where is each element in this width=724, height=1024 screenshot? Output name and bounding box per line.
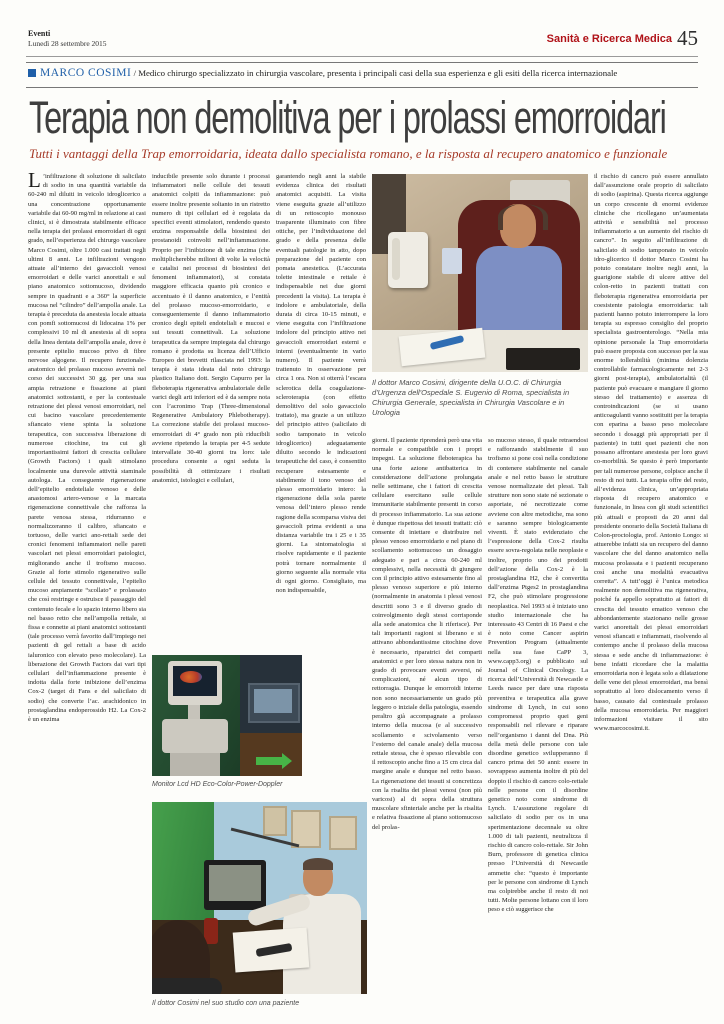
author-name: MARCO COSIMI [40,67,132,79]
deck: Tutti i vantaggi della Trap emorroidaria, ideata dallo specialista romano, e la risposta al recupero anatomico e funzionale [29,146,668,161]
frame-shape [263,806,287,836]
masthead-brand: Sanità e Ricerca Medica [546,33,672,45]
masthead-date: Lunedì 28 settembre 2015 [28,39,107,48]
photo-doctor-desk-caption: Il dottor Marco Cosimi, dirigente della U.O.C. di Chirurgia d'Urgenza dell'Ospedale S. Eugenio di Roma, specialista in Chirurgia Generale, specialista in Chirurgia Vascolare e in Urologia [372,378,570,417]
article-column-3: garantendo negli anni la stabile evidenza clinica dei risultati anatomici acquisiti. La visita viene eseguita grazie all’utilizzo di un rettoscopio monouso trasparente illuminato con fibre ottiche, per l’individuazione del grado e della presenza delle eventuali patologie in atto, dopo preparazione del paziente con pomata anestetica. (L’accurata tolette intestinale e rettale è indispensabile nei due giorni precedenti la visita). La terapia è indolore e ambulatoriale, della durata di circa 10-15 minuti, e viene eseguita con l’infiltrazione indolore del principio attivo nei gavaccioli emorroidari esterni e interni (eventualmente in vario numero). Il paziente verrà trattenuto in osservazione per circa 1 ora. Non si otterrà l’escara sclerotica della coagulazione-scleroterapia (con effetto demolitivo del solo gavacciolo trattato), ma grazie a un utilizzo del principio attivo (salicilato di sodio tamponato in veicolo idroglicerico) adeguatamente diluito secondo le indicazioni terapeutiche del caso, è consentito recuperare estesamente e stabilmente il tono venoso del plesso emorroidario intero: la rigenerazione della sola parete venosa dell’intero plesso rende ragione della scomparsa visiva dei gavaccioli prima evidenti a una distanza variabile tra i 25 e i 35 giorni. La sintomatologia si risolve rapidamente e il paziente potrà tornare normalmente il giorno seguente alla normale vita di ogni giorno. Consigliato, ma non indispensabile, [276,173,366,595]
photo-ultrasound-caption: Monitor Lcd HD Eco-Color-Power-Doppler [152,781,283,788]
article-column-5: so mucoso stesso, il quale retraendosi e rafforzando stabilmente il suo trofismo si pone così nella condizione di contenere stabilmente nel canale anale e nel retto basso le strutture venose normalizzate dei plessi. Tali strutture non sono state né sezionate o asportate, né necrotizzate come avviene con altre metodiche, ma sono e saranno sempre biologicamente viventi. È stato evidenziato che l’espressione della Cox-2 risulta essere sovra-regolata nelle neoplasie e inoltre, proprio uno dei prodotti dell’azione della Cox-2 è la prostaglandina H2, che è convertita dall’enzima Ptges2 in prostaglandina F2, che può stimolare progressione neoplastica. Nel 1993 si è iniziato uno studio internazionale che ha interessato 43 Centri di 16 Paesi e che è noto come Cancer aspirin Prevention Program (attualmente nella sua fase CaPP 3, www.capp3.org) e pubblicato sul Journal of Clinical Oncology. La ricerca dell’Università di Newcastle e Leeds nasce per dare una risposta preventiva e terapeutica alla grave sindrome di Lynch, in cui sono compromessi proprio quei geni responsabili nel rilevare e riparare nell’organismo i danni del Dna. Più della metà delle persone con tale disordine genetico svilupperanno il cancro prima dei 50 anni: essere in sovrappeso aumenta inoltre di più del doppio il rischio di cancro colo-rettale nelle persone con il disordine genetico noto come sindrome di Lynch. L’assunzione regolare di salicilato di sodio per os in una sperimentazione decennale su oltre 1.000 di tali pazienti, neutralizza il rischio di cancro colo-rettale. Sir John Burn, professore di genetica clinica presso l’Università di Newcastle ammette che: “questo è importante per le persone con sindrome di Lynch ma colpirebbe anche il resto di noi tutti. Molte persone lottano con il loro peso e ciò suggerisce che [488,437,588,914]
doctor-hair-shape [303,858,333,870]
photo-studio-caption: Il dottor Cosimi nel suo studio con una paziente [152,1000,300,1007]
doppler-color-blob [180,671,202,683]
ultrasound-base-shape [170,753,220,776]
kicker-description: / Medico chirurgo specializzato in chirurgia vascolare, presenta i principali casi della sua esperienza e gli esiti della ricerca internazionale [133,68,618,78]
article-column-2: inducibile presente solo durante i processi infiammatori nelle cellule dei tessuti anatomici colpiti da infiammazione: può essere inoltre presente soltanto in un ristretto numero di tipi cellulari ed è regolata da specifici eventi stimolatori, rendendo questo enzima responsabile della biosintesi dei prostanoidi coinvolti nell’infiammazione. Proprio per l’inibizione di tale enzima (che moltiplicherebbe milioni di volte la velocità e catalisi nei processi di biosintesi dei fenomeni infiammatori), si constata maggiore efficacia quanto più cronico e accentuato è il danno anatomico, e l’entità del prolasso mucoso-emorroidario, e conseguentemente il danno infiammatorio cronico degli epiteli endoteliali e mucosi e sui tessuti connettivali. La soluzione terapeutica da sempre impiegata dal chirurgo romano è prodotta su licenza dell’Ufficio Europeo dei brevetti rilasciata nel 1993: la terapia è stata ideata dal noto chirurgo plastico Italiano dott. Sergio Capurro per la fleboterapia rigenerativa ambulatoriale delle varici degli arti inferiori ed è da sempre nota con l’acronimo Trap (Three-dimensional Regenerative Ambulatory Phlebotherapy). La correzione stabile dei prolassi mucoso-emorroidari di 4° grado non più riducibili avviene ripetendo la terapia per 4-5 sedute intervallate 30-40 giorni tra loro: tale procedura consente a ogni seduta la possibilità di ottimizzare i risultati anatomici, istologici e cellulari, [152,173,270,484]
article-column-4: giorni. Il paziente riprenderà però una vita normale e compatibile con i propri impegni. La soluzione fleboterapica ha una forte azione antibatterica in considerazione dell’azione prolungata nelle settimane, che i fattori di crescita cellulare esercitano sulle cellule immunitarie stabilmente presenti in corso di processo infiammatorio. La sua azione è dunque rispettosa dei tessuti trattati: ciò consente di iniettare e distribuire nel plesso venoso emorroidario e nel piano di scollamento sottomucoso un dosaggio adeguato e pari a circa 60-240 ml complessivi, nella necessità di giungere con il principio attivo estesamente fino al plesso venoso superiore e più interno (normalmente in anatomia i plessi venosi descritti sono 3 e il diverso grado di coinvolgimento degli stessi corrisponde alla sede anatomica che li riferisce). Per tali importanti ragioni si liberano e si attivano abbondantissime citochine dove è necessario, riparatrici dei comparti anatomici e per loro stessa natura non in grado di provocare eventi avversi, né complicazioni, né alcun tipo di rettorragia. Dunque le emorroidi interne non sono necessariamente un grado più leggero o iniziale della patologia, essendo peraltro già accompagnate a prolasso interno della mucosa (e al successivo scollamento e scivolamento verso l’esterno del canale anale) della mucosa rettale stessa, che è spesso rilevabile con il rettoscopio anche fino a 15 cm circa dal margine anale e dunque nel retto basso. La rigenerazione dei tessuti si concretizza con la risalita dei plessi venosi (non più varicosi) al di sopra della struttura muscolare sfinteriale anche per la risalita e relativa fissazione al piano sottomucoso del prolas- [372,437,482,831]
patient-shoulder-shape [152,978,222,994]
ultrasound-keyboard-shape [162,719,228,753]
kicker-square-icon [28,69,36,77]
headline: Terapia non demolitiva per i prolassi emorroidari [29,92,666,143]
kicker-top-rule [26,62,698,63]
wood-desk-shape [240,733,302,776]
masthead-rule [26,56,698,57]
frame-shape [291,810,321,848]
phone-handset-shape [392,238,400,280]
photo-doctor-desk [372,174,588,372]
kicker-bottom-rule [26,87,698,88]
masthead-section: Eventi [28,29,51,38]
page-number: 45 [677,26,698,50]
doctor-body-shape [476,246,562,342]
photo-studio [152,802,367,994]
desk-monitor-screen-shape [254,689,292,713]
laptop-shape [506,348,580,370]
photo-ultrasound [152,655,302,776]
column-1-text: ’infiltrazione di soluzione di salicilato di sodio in una quantità variabile da 60-240 ml diluiti in veicolo idroglicerico a una concentrazione opportunamente variabile dai 60-90 mg/ml in relazione ai casi clinici, si è dimostrata stabilmente efficace nella terapia dei prolassi emorroidari di ogni grado, nell’esperienza del chirurgo vascolare Marco Cosimi, oltre 1.000 casi trattati negli ultimi 8 anni. Le infiltrazioni vengono attuate all’interno dei gavaccioli venosi emorroidari e delle varici anorettali e sul piano anatomico sottomucoso, dividendo sempre in quadranti e a 360° la superficie mucosa nel “cilindro” dell’ampolla anale. La terapia è preceduta da anestesia locale attuata con pomfi sottomucosi di lidocaina 1% per complessivi 10 ml di anestesia al di sopra della linea dentata dell’ampolla anale, dove è presente epitelio mucoso privo di fibre nervose algogene. Il recupero funzionale-anatomico del prolasso mucoso avverrà nel corso dei successivi 30 gg. per una sua ampia retrazione e fissazione ai piani anatomici sottostanti, e per la contestuale retrazione dei plessi venosi emorroidari, nel cui bacino vascolare precedentemente sfiancato viene spinta la soluzione terapeutica, con successiva liberazione di numerose citochine, tra cui gli importantissimi fattori di crescita cellulare (Growth Factors) i quali stimolano localmente una durevole attività staminale autologa. La conseguente rigenerazione dell’epitelio endoteliale venoso e delle anastomosi artero-venose e la marcata rigenerazione connettivale che rafforza la parete venosa stessa, ridurranno e normalizzeranno il calibro, sfiancato e tortuoso, delle varici ano-rettali sede dei cronici fenomeni infiammatori nelle pareti vascolari nei plessi emorroidari patologici, migliorando anche il trofismo mucoso. Grazie al forte stimolo rigenerativo sulle cellule del tessuto connettivale, l’epitelio mucoso ampiamente “scollato” e prolassato che così restringe e ostruisce il passaggio del contenuto fecale e lo spazio interno libero sia nel basso retto che nell’ampolla rettale, si fissa e connette ai piani anatomici sottostanti (tale processo verrà favorito dall’impiego nei pazienti di gel rettali a base di acido ialuronico con elevato peso molecolare). La liberazione dei Growth Factors dai vari tipi cellulari dell’infiammazione presente è indotta dalla forte inibizione dell’enzima Cox-2 (target di Fans e del salicilato di sodio) che converte l’ac. arachidonico in prostaglandina endoperossido H2. La Cox-2 è un enzima [28,173,146,723]
article-column-1 [28,172,146,1017]
doctor-hair-shape [498,204,548,230]
monitor-screen-shape [209,865,261,901]
green-arrow-head-icon [282,753,292,769]
ultrasound-neck-shape [188,705,200,719]
cup-shape [442,248,462,274]
green-arrow-icon [256,757,282,765]
article-column-6: il rischio di cancro può essere annullato dall’assunzione orale proprio di salicilato di sodio (aspirina). Questa ricerca aggiunge un corpo crescente di enormi evidenze cliniche che ricollegano un’aumentata attività e sensibilità nel processo infiammatorio a un aumento del rischio di cancro”. In seguito all’infiltrazione di salicilato di sodio tamponato in veicolo idro-glicerico il dottor Marco Cosimi ha potuto constatare inoltre negli anni, la guarigione stabile di ulcere attive del colon-retto in pazienti trattati con fleboterapia rigenerativa emorroidaria per coesistente patologia emorroidaria: tali pazienti hanno potuto interrompere la loro terapia su espresso consiglio del proprio specialista gastroenterologo. “Nella mia opinione personale la Trap emorroidaria può essere proposta con successo per la sua enorme tollerabilità (minima dolenzia controllabile farmacologicamente nei 2-3 giorni post-terapia), ambulatorialità (il paziente può evacuare e mangiare il giorno stesso del trattamento) e assenza di controindicazioni (se si usano anticoagulanti vanno sostituiti per la terapia con eparina a basso peso molecolare secondo i dosaggi più appropriati per il paziente) in tutti quei pazienti che non possano affrontare anestesia per loro gravi co-morbilità. Se questo è però importante per tali numerose persone, colpisce anche il resto di noi tutti. La terapia offre del resto, all’evidenza clinica, un’appropriata risposta di recupero anatomico e funzionale, in linea con gli studi scientifici più attuali e proposti da 20 anni dal presidente onorario della Società Italiana di Colon-proctologia, prof. Antonio Longo: si attuerebbe infatti sia un recupero del danno vascolare che del danno anatomico nella mucosa prolassata e i pazienti recuperano così anche una modalità evacuativa corretta”. A tutt’oggi è l’unica metodica realmente non demolitiva ma rigenerativa, poiché fa appello soprattutto ai fattori di crescita del tessuto ematico venoso che abbondantemente stazionano nelle grosse varici anorettali dei plessi emorroidari venosi sfiancati e infiammati, risolvendo al contempo anche il prolasso della mucosa stessa e sede anche di infiammazione: è bene infatti ricordare che la malattia emorroidaria non è legata solo a dilatazione delle vene dei plessi emorroidari, ma bensì soprattutto al loro dislocamento verso il basso, causato dal contestuale prolasso della mucosa emorroidaria. Per maggiori informazioni visitare il sito www.marcocosimi.it. [594,173,708,733]
drop-cap: L [28,172,41,192]
kicker [28,67,698,79]
frame-shape [329,816,357,850]
